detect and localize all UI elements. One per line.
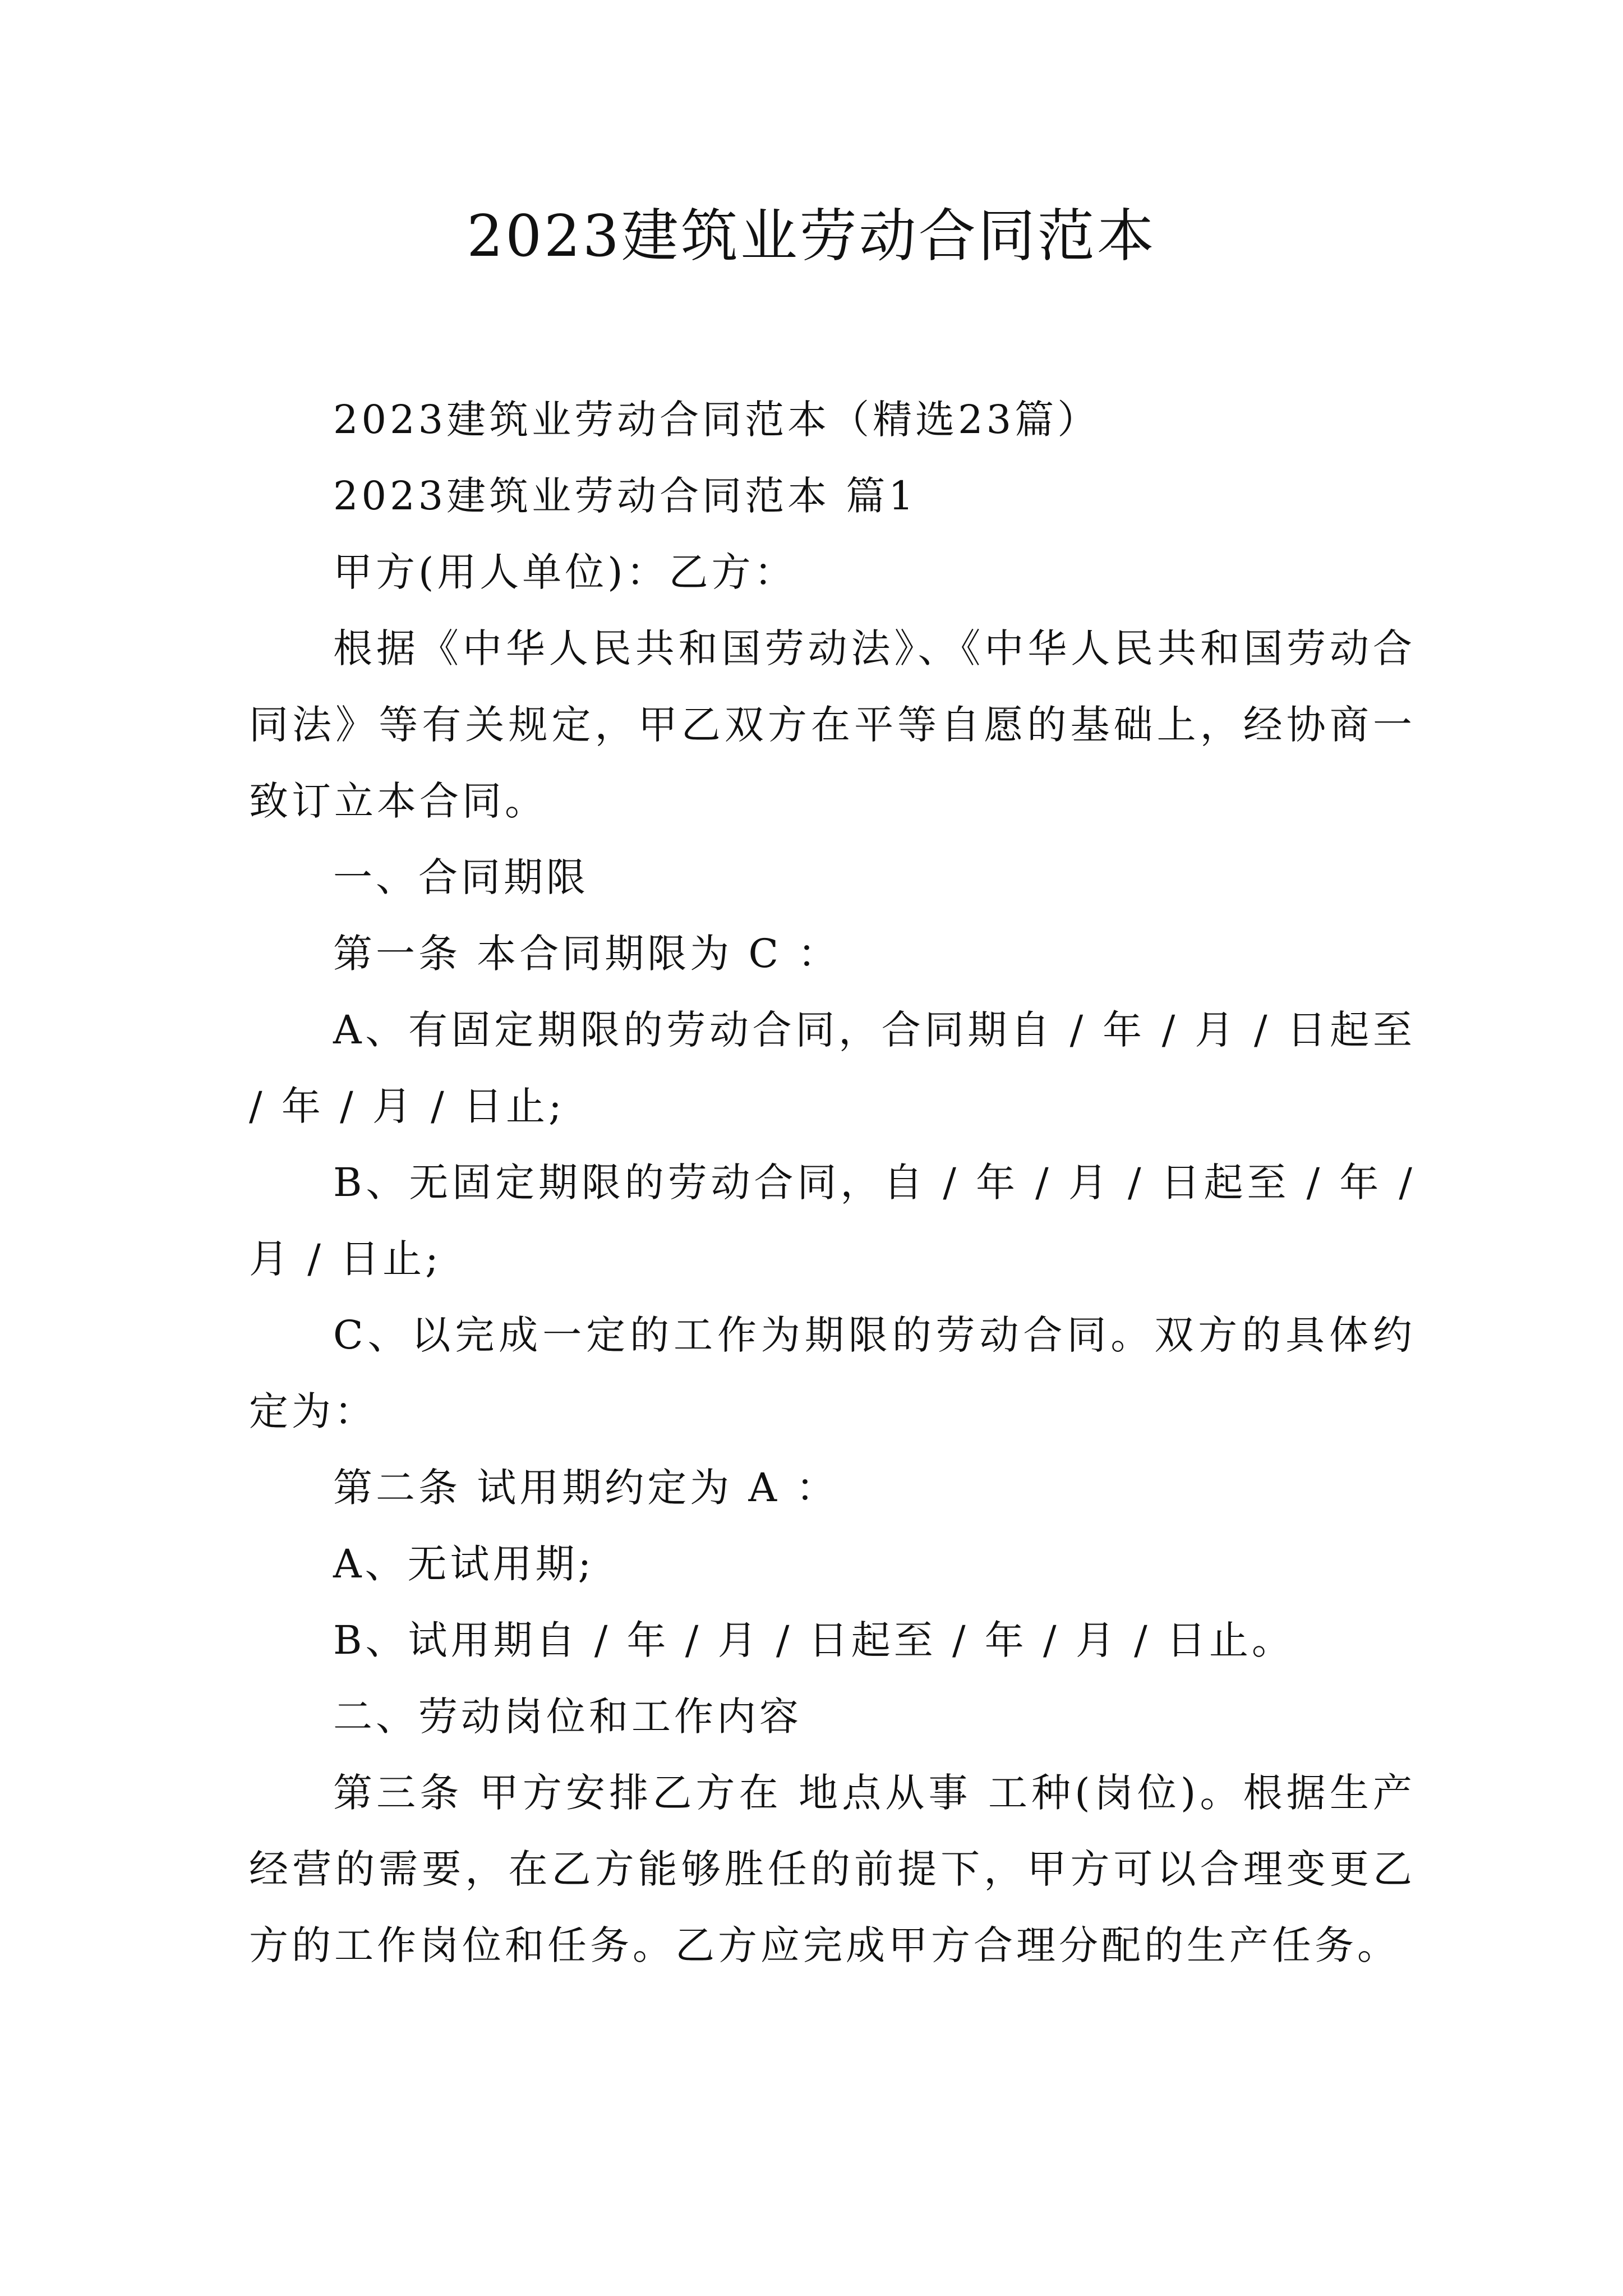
subtitle-paragraph: 2023建筑业劳动合同范本（精选23篇） [333,397,1100,443]
parties-line: 甲方(用人单位)：乙方： [333,549,797,595]
clause-1-option-b: B、无固定期限的劳动合同，自 / 年 / 月 / 日起至 / 年 / 月 / 日止; [249,1159,1415,1282]
section-heading-article-1: 2023建筑业劳动合同范本 篇1 [333,473,917,519]
clause-2: 第二条 试用期约定为 A ： [333,1465,839,1511]
clause-2-option-b: B、试用期自 / 年 / 月 / 日起至 / 年 / 月 / 日止。 [333,1617,1294,1663]
section-heading-contract-term: 一、合同期限 [333,854,589,900]
document-title: 2023建筑业劳动合同范本 [467,203,1156,270]
clause-2-option-a: A、无试用期; [333,1541,595,1587]
clause-1-option-c: C、以完成一定的工作为期限的劳动合同。双方的具体约定为： [249,1312,1415,1434]
preamble-paragraph: 根据《中华人民共和国劳动法》、《中华人民共和国劳动合同法》等有关规定，甲乙双方在平等自愿的基础上，经协商一致订立本合同。 [249,625,1415,824]
clause-1: 第一条 本合同期限为 C ： [333,931,841,977]
document-body [249,381,1415,1984]
section-heading-job-content: 二、劳动岗位和工作内容 [333,1694,802,1740]
clause-3: 第三条 甲方安排乙方在 地点从事 工种(岗位)。根据生产经营的需要，在乙方能够胜任的前提下，甲方可以合理变更乙方的工作岗位和任务。乙方应完成甲方合理分配的生产任务。 [249,1770,1415,1968]
clause-1-option-a: A、有固定期限的劳动合同，合同期自 / 年 / 月 / 日起至 / 年 / 月 / 日止; [249,1007,1415,1129]
